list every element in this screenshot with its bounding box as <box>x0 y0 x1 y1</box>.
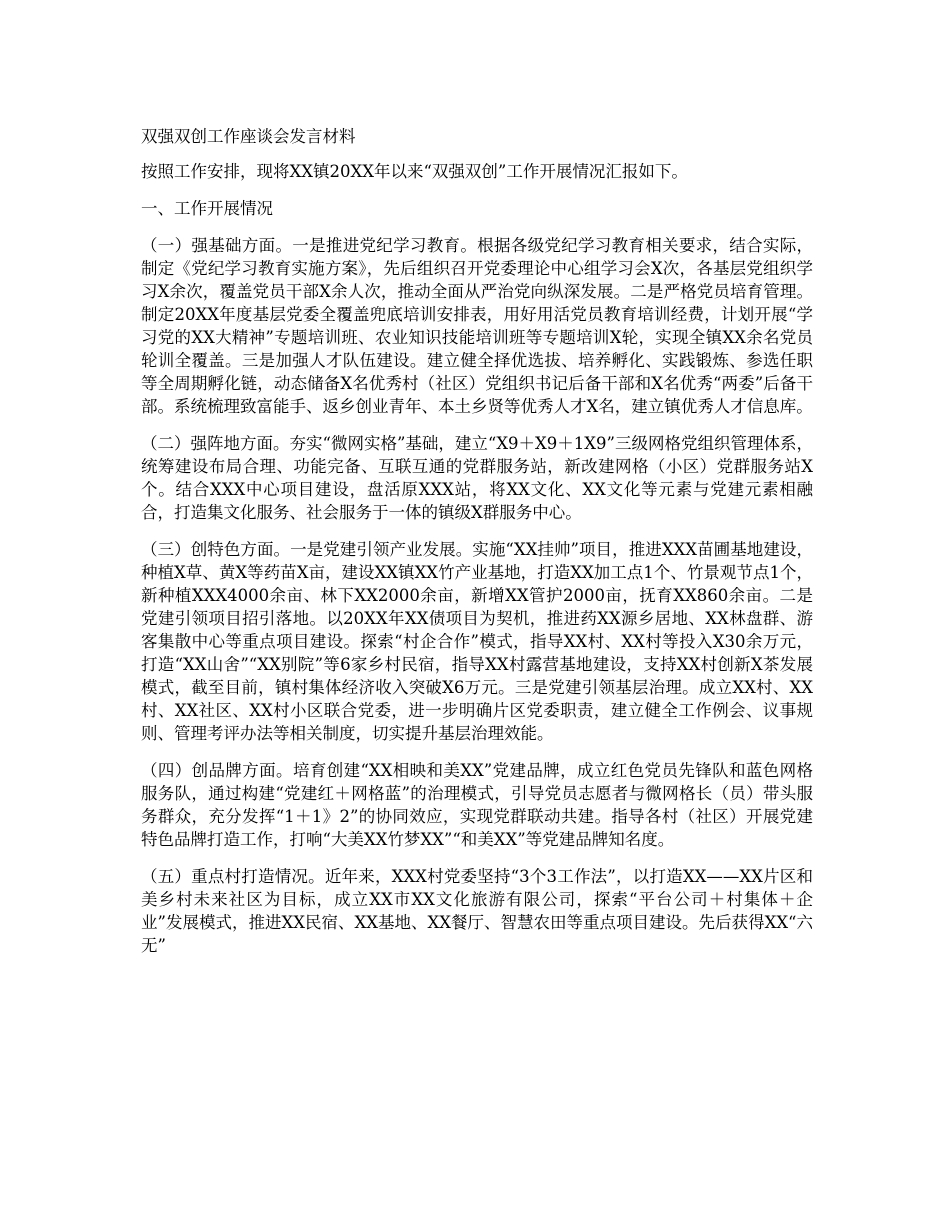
paragraph-key-village: （五）重点村打造情况。近年来，XXX村党委坚持“3个3工作法”，以打造XX——XX片区和美乡村未来社区为目标，成立XX市XX文化旅游有限公司，探索“平台公司＋村集体＋企业”发展模式，推进XX民宿、XX基地、XX餐厅、智慧农田等重点项目建设。先后获得XX“六无” <box>141 867 813 955</box>
document-page <box>141 125 813 971</box>
paragraph-create-brand: （四）创品牌方面。培育创建“XX相映和美XX”党建品牌，成立红色党员先锋队和蓝色网格服务队，通过构建“党建红＋网格蓝”的治理模式，引导党员志愿者与微网格长（员）带头服务群众，充分发挥“1＋1》2”的协同效应，实现党群联动共建。指导各村（社区）开展党建特色品牌打造工作，打响“大美XX竹梦XX”“和美XX”等党建品牌知名度。 <box>141 761 813 849</box>
document-title: 双强双创工作座谈会发言材料 <box>141 127 356 146</box>
paragraph-strengthen-foundation: （一）强基础方面。一是推进党纪学习教育。根据各级党纪学习教育相关要求，结合实际，制定《党纪学习教育实施方案》，先后组织召开党委理论中心组学习会X次，各基层党组织学习X余次，覆盖党员干部X余人次，推动全面从严治党向纵深发展。二是严格党员培育管理。制定20XX年度基层党委全覆盖兜底培训安排表，用好用活党员教育培训经费，计划开展“学习党的XX大精神”专题培训班、农业知识技能培训班等专题培训X轮，实现全镇XX余名党员轮训全覆盖。三是加强人才队伍建设。建立健全择优选拔、培养孵化、实践锻炼、参选任职等全周期孵化链，动态储备X名优秀村（社区）党组织书记后备干部和X名优秀“两委”后备干部。系统梳理致富能手、返乡创业青年、本土乡贤等优秀人才X名，建立镇优秀人才信息库。 <box>141 236 813 416</box>
intro-paragraph: 按照工作安排，现将XX镇20XX年以来“双强双创”工作开展情况汇报如下。 <box>141 162 688 181</box>
paragraph-strengthen-positions: （二）强阵地方面。夯实“微网实格”基础，建立“X9＋X9＋1X9”三级网格党组织管理体系，统筹建设布局合理、功能完备、互联互通的党群服务站，新改建网格（小区）党群服务站X个。结合XXX中心项目建设，盘活原XXX站，将XX文化、XX文化等元素与党建元素相融合，打造集文化服务、社会服务于一体的镇级X群服务中心。 <box>141 434 813 522</box>
section-heading: 一、工作开展情况 <box>141 199 273 218</box>
paragraph-create-features: （三）创特色方面。一是党建引领产业发展。实施“XX挂帅”项目，推进XXX苗圃基地建设，种植X草、黄X等药苗X亩，建设XX镇XX竹产业基地，打造XX加工点1个、竹景观节点1个，新种植XXX4000余亩、林下XX2000余亩，新增XX管护2000亩，抚育XX860余亩。二是党建引领项目招引落地。以20XX年XX债项目为契机，推进药XX源乡居地、XX林盘群、游客集散中心等重点项目建设。探索“村企合作”模式，指导XX村、XX村等投入X30余万元，打造“XX山舍”“XX别院”等6家乡村民宿，指导XX村露营基地建设，支持XX村创新X茶发展模式，截至目前，镇村集体经济收入突破X6万元。三是党建引领基层治理。成立XX村、XX村、XX社区、XX村小区联合党委，进一步明确片区党委职责，建立健全工作例会、议事规则、管理考评办法等相关制度，切实提升基层治理效能。 <box>141 540 813 743</box>
